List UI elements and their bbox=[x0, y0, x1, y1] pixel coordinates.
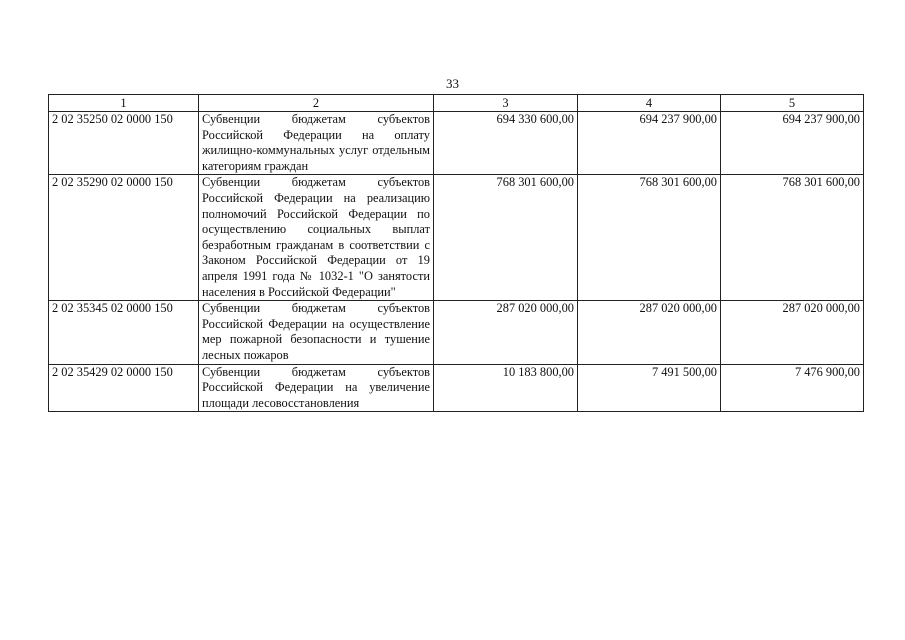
column-header-code: 1 bbox=[49, 95, 199, 112]
revenue-description: Субвенции бюджетам субъектов Российской Федерации на реализацию полномочий Российской Федерации по осуществлению социальных выплат безработным гражданам в соответствии с Законом Российской Федерации от 19 апреля 1991 года № 1032-1 "О занятости населения в Российской Федерации" bbox=[199, 175, 434, 301]
budget-code: 2 02 35290 02 0000 150 bbox=[49, 175, 199, 301]
table-row bbox=[49, 364, 864, 412]
column-header-year-2: 4 bbox=[578, 95, 721, 112]
amount-year-1: 768 301 600,00 bbox=[434, 175, 578, 301]
budget-code: 2 02 35345 02 0000 150 bbox=[49, 301, 199, 364]
amount-year-3: 768 301 600,00 bbox=[721, 175, 864, 301]
table-row bbox=[49, 112, 864, 175]
table-row bbox=[49, 175, 864, 301]
budget-table bbox=[48, 94, 864, 412]
amount-year-1: 694 330 600,00 bbox=[434, 112, 578, 175]
column-header-name: 2 bbox=[199, 95, 434, 112]
revenue-description: Субвенции бюджетам субъектов Российской Федерации на оплату жилищно-коммунальных услуг отдельным категориям граждан bbox=[199, 112, 434, 175]
amount-year-2: 694 237 900,00 bbox=[578, 112, 721, 175]
column-header-year-1: 3 bbox=[434, 95, 578, 112]
page-number: 33 bbox=[446, 76, 459, 91]
revenue-description: Субвенции бюджетам субъектов Российской Федерации на осуществление мер пожарной безопасности и тушение лесных пожаров bbox=[199, 301, 434, 364]
amount-year-2: 287 020 000,00 bbox=[578, 301, 721, 364]
amount-year-2: 7 491 500,00 bbox=[578, 364, 721, 412]
table-header-row bbox=[49, 95, 864, 112]
amount-year-3: 7 476 900,00 bbox=[721, 364, 864, 412]
amount-year-3: 287 020 000,00 bbox=[721, 301, 864, 364]
amount-year-3: 694 237 900,00 bbox=[721, 112, 864, 175]
table-row bbox=[49, 301, 864, 364]
column-header-year-3: 5 bbox=[721, 95, 864, 112]
amount-year-1: 287 020 000,00 bbox=[434, 301, 578, 364]
amount-year-2: 768 301 600,00 bbox=[578, 175, 721, 301]
budget-code: 2 02 35250 02 0000 150 bbox=[49, 112, 199, 175]
revenue-description: Субвенции бюджетам субъектов Российской Федерации на увеличение площади лесовосстановления bbox=[199, 364, 434, 412]
amount-year-1: 10 183 800,00 bbox=[434, 364, 578, 412]
budget-code: 2 02 35429 02 0000 150 bbox=[49, 364, 199, 412]
